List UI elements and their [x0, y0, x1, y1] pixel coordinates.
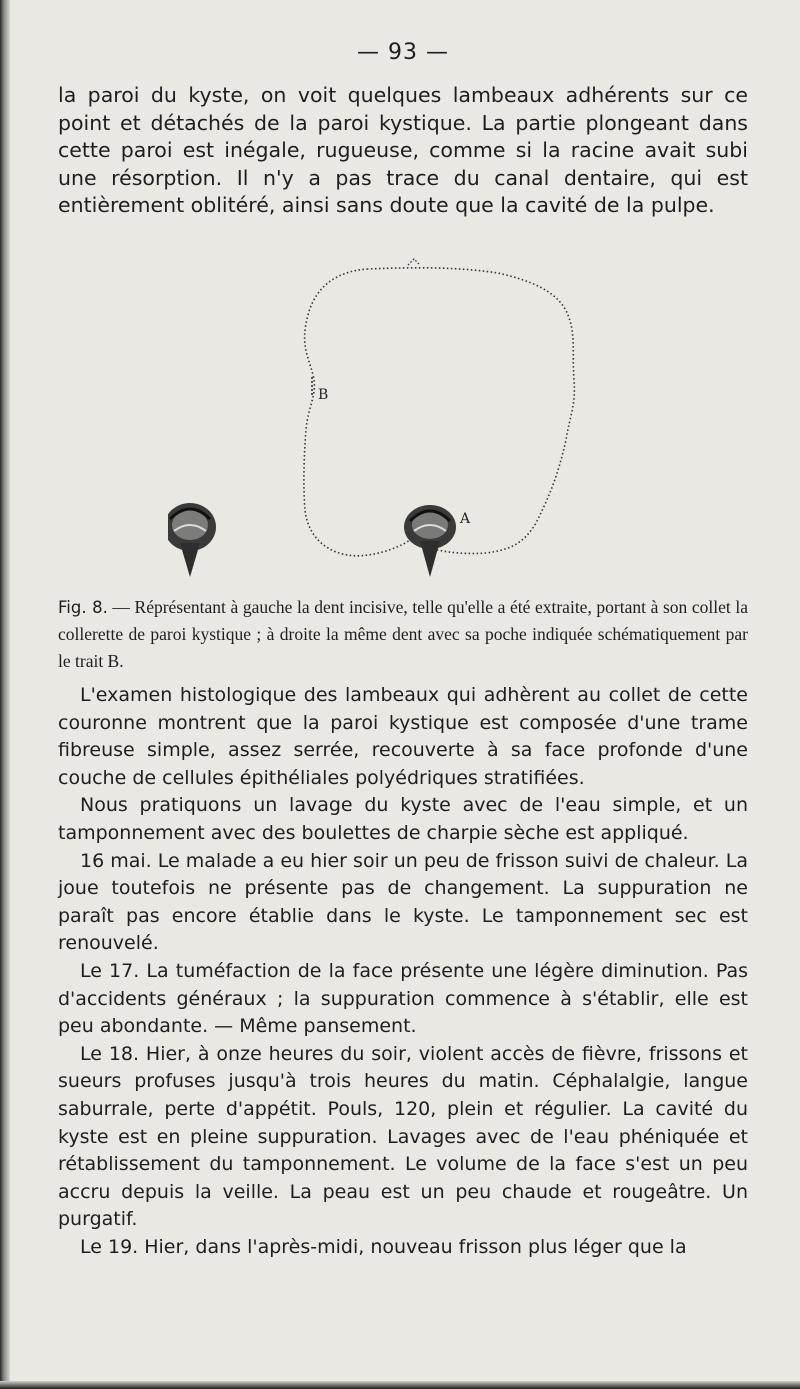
paragraph-le-19: Le 19. Hier, dans l'après-midi, nouveau frisson plus léger que la [80, 1235, 687, 1258]
paragraph-le-17: Le 17. La tuméfaction de la face présente une légère diminution. Pas d'accidents généraux ; la suppuration commence à s'établir, elle est peu abondante. — Même pansement. [58, 959, 748, 1038]
page-bottom-edge [0, 1381, 800, 1389]
paragraph-lavage: Nous pratiquons un lavage du kyste avec de l'eau simple, et un tamponnement avec des boulettes de charpie sèche est appliqué. [58, 794, 748, 844]
tooth-right [404, 505, 456, 577]
intro-paragraph: la paroi du kyste, on voit quelques lambeaux adhérents sur ce point et détachés de la paroi kystique. La partie plongeant dans cette paroi est inégale, rugueuse, comme si la racine avait subi une résorption. Il n'y a pas trace du canal dentaire, qui est entièrement oblitéré, ainsi sans doute que la cavité de la pulpe. [58, 83, 748, 217]
figure-label-b: B [318, 387, 329, 403]
body-text [58, 682, 748, 1261]
figure-caption-text: — Réprésentant à gauche la dent incisive, telle qu'elle a été extraite, portant à son collet la collerette de paroi kystique ; à droite la même dent avec sa poche indiquée schématiquement par le trait B. [58, 597, 748, 671]
figure-label-a: A [460, 511, 471, 527]
paragraph-histology: L'examen histologique des lambeaux qui adhèrent au collet de cette couronne montrent que la paroi kystique est composée d'une trame fibreuse simple, assez serrée, recouverte à sa face profonde d'une couche de cellules épithéliales polyédriques stratifiées. [58, 684, 748, 789]
figure-caption-label: Fig. 8. [58, 598, 108, 617]
paragraph-16-mai: 16 mai. Le malade a eu hier soir un peu de frisson suivi de chaleur. La joue toutefois ne présente pas de changement. La suppuration ne paraît pas encore établie dans le kyste. Le tamponnement sec est renouvelé. [58, 849, 748, 955]
page-binding-edge [0, 0, 10, 1389]
tooth-illustration [168, 255, 628, 595]
paragraph-le-18: Le 18. Hier, à onze heures du soir, violent accès de fièvre, frissons et sueurs profuses jusqu'à trois heures du matin. Céphalalgie, langue saburrale, perte d'appétit. Pouls, 120, plein et régulier. La cavité du kyste est en pleine suppuration. Lavages avec de l'eau phéniquée et rétablissement du tamponnement. Le volume de la face s'est un peu accru depuis la veille. La peau est un peu chaude et rougeâtre. Un purgatif. [58, 1042, 748, 1231]
figure-caption [58, 594, 748, 675]
tooth-left [168, 503, 216, 577]
tooth-figure [168, 255, 628, 595]
page-number: — 93 — [357, 40, 449, 65]
